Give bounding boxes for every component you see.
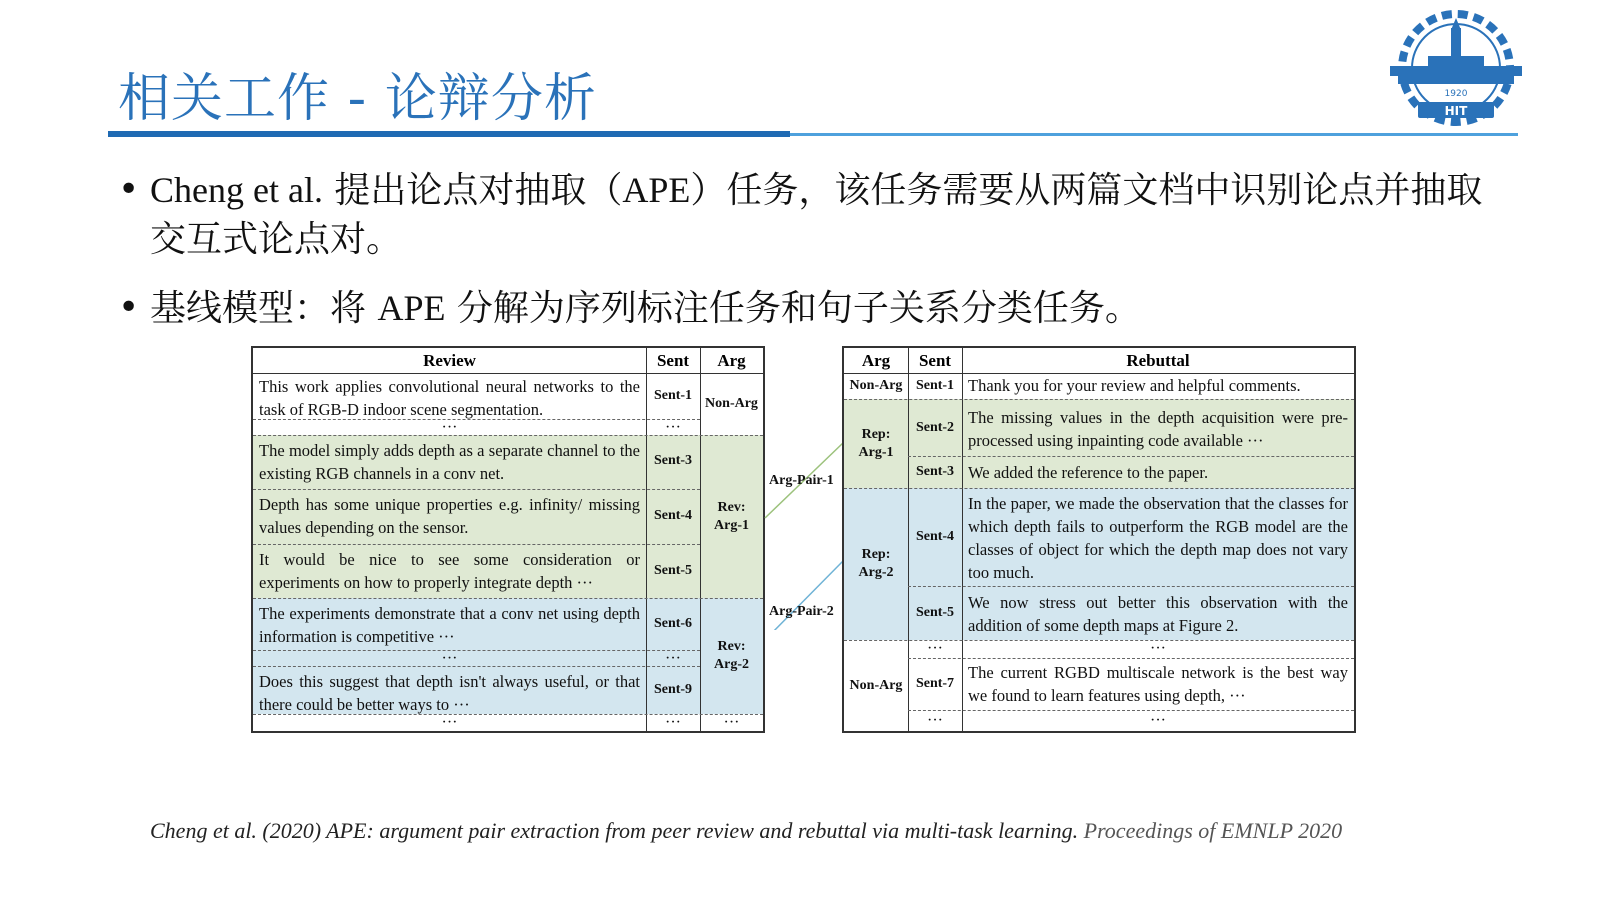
title-underline-light	[790, 133, 1518, 136]
bullet-1-text-a: 提出论点对抽取（	[322, 170, 623, 211]
title-underline-dark	[108, 131, 790, 137]
rebuttal-row-2-text: The missing values in the depth acquisition were pre-processed using inpainting code available ···	[968, 408, 1348, 450]
arg-pair-1-label: Arg-Pair-1	[769, 473, 834, 488]
review-row-4-sent: Sent-4	[653, 508, 693, 523]
review-col-rule-1	[646, 348, 647, 731]
rebuttal-header: Rebuttal	[1126, 351, 1190, 370]
review-row-7-sent: ···	[665, 650, 681, 666]
citation	[150, 818, 1342, 844]
arg-pair-connectors	[760, 430, 850, 630]
bullet-dot-icon: •	[118, 287, 140, 328]
review-header: Review	[423, 351, 476, 370]
rebuttal-arg-header: Arg	[861, 351, 891, 370]
review-row-3-sent: Sent-3	[653, 453, 693, 468]
bullet-1-text-b: ）任务，该任务需要从两篇文档中识别论点并抽取	[690, 170, 1483, 211]
rebuttal-header-rule	[844, 373, 1354, 374]
review-row-3-text: The model simply adds depth as a separate channel to the existing RGB channels in a conv net.	[259, 441, 640, 483]
review-header-rule	[253, 373, 763, 374]
review-row-4-text: Depth has some unique properties e.g. infinity/ missing values depending on the sensor.	[259, 495, 640, 537]
rebuttal-row-6-text: ···	[1150, 640, 1166, 657]
rebuttal-row-4-text: In the paper, we made the observation that the classes for which depth fails to outperform the RGB model are the classes of object for which the depth map does not vary too much.	[968, 494, 1348, 582]
review-row-6-text: The experiments demonstrate that a conv net using depth information is competitive ···	[259, 604, 640, 646]
review-row-9-text: ···	[441, 714, 458, 730]
rebuttal-table	[842, 346, 1356, 733]
review-arg-header: Arg	[717, 351, 746, 370]
rebuttal-row-8-text: ···	[1150, 712, 1166, 729]
bullet-1-text-c: 交互式论点对。	[150, 219, 403, 260]
review-arg-1: Rev: Arg-1	[714, 499, 749, 533]
review-row-1-text: This work applies convolutional neural networks to the task of RGB-D indoor scene segmentation.	[259, 377, 640, 419]
review-row-8-text: Does this suggest that depth isn't always useful, or that there could be better ways to ···	[259, 672, 640, 714]
rebuttal-row-7-sent: Sent-7	[915, 676, 955, 691]
review-row-5-sent: Sent-5	[653, 563, 693, 578]
rebuttal-row-1-text: Thank you for your review and helpful comments.	[968, 376, 1301, 395]
rebuttal-arg-2: Rep: Arg-2	[858, 547, 894, 580]
bullet-dot-icon: •	[118, 169, 140, 210]
review-row-8-sent: Sent-9	[653, 682, 693, 697]
bullet-2-abbr: APE	[377, 288, 446, 328]
rebuttal-arg-non-arg-2: Non-Arg	[849, 677, 903, 693]
rebuttal-col-rule-1	[908, 348, 909, 731]
rebuttal-arg-1: Rep: Arg-1	[858, 426, 894, 460]
rebuttal-row-1-sent: Sent-1	[915, 378, 955, 393]
review-row-6-sent: Sent-6	[653, 616, 693, 631]
review-col-rule-2	[700, 348, 701, 731]
slide-title: 相关工作 - 论辩分析	[118, 69, 597, 129]
rebuttal-row-3-text: We added the reference to the paper.	[968, 463, 1209, 482]
rebuttal-row-7-text: The current RGBD multiscale network is the best way we found to learn features using depth, ···	[968, 663, 1348, 705]
bullet-1-author: Cheng et al.	[150, 170, 323, 210]
review-row-2-sent: ···	[665, 419, 681, 435]
review-arg-2: Rev: Arg-2	[714, 639, 749, 672]
citation-venue: Proceedings of EMNLP 2020	[1083, 818, 1343, 843]
rebuttal-arg-non-arg-1: Non-Arg	[849, 378, 903, 393]
review-arg-dots: ···	[723, 714, 740, 730]
review-row-7-text: ···	[441, 650, 458, 666]
rebuttal-row-6-sent: ···	[927, 640, 943, 657]
review-row-2-text: ···	[441, 419, 458, 435]
bullet-2-text-a: 基线模型：将	[150, 288, 378, 329]
arg-pair-2-label: Arg-Pair-2	[769, 604, 834, 619]
review-row-1-sent: Sent-1	[653, 388, 693, 403]
rebuttal-col-rule-2	[962, 348, 963, 731]
logo-text: HIT	[1444, 104, 1468, 118]
review-arg-non-arg: Non-Arg	[705, 396, 758, 411]
rebuttal-row-3-sent: Sent-3	[915, 464, 955, 479]
rebuttal-row-5-text: We now stress out better this observation with the addition of some depth maps at Figure 2.	[968, 593, 1348, 635]
bullet-2-text-b: 分解为序列标注任务和句子关系分类任务。	[445, 288, 1141, 329]
logo-year: 1920	[1444, 89, 1468, 99]
review-row-5-text: It would be nice to see some consideration or experiments on how to properly integrate depth ···	[259, 550, 640, 592]
review-sent-header: Sent	[656, 351, 690, 370]
rebuttal-row-4-sent: Sent-4	[915, 529, 955, 544]
review-table	[251, 346, 765, 733]
review-row-9-sent: ···	[665, 714, 681, 730]
bullet-1-abbr: APE	[622, 170, 691, 210]
rebuttal-row-5-sent: Sent-5	[915, 605, 955, 620]
rebuttal-row-2-sent: Sent-2	[915, 419, 955, 435]
citation-main: Cheng et al. (2020) APE: argument pair extraction from peer review and rebuttal via multi-task learning.	[150, 818, 1079, 843]
rebuttal-sent-header: Sent	[918, 351, 952, 370]
hit-logo	[1388, 6, 1524, 126]
rebuttal-row-8-sent: ···	[927, 712, 943, 729]
